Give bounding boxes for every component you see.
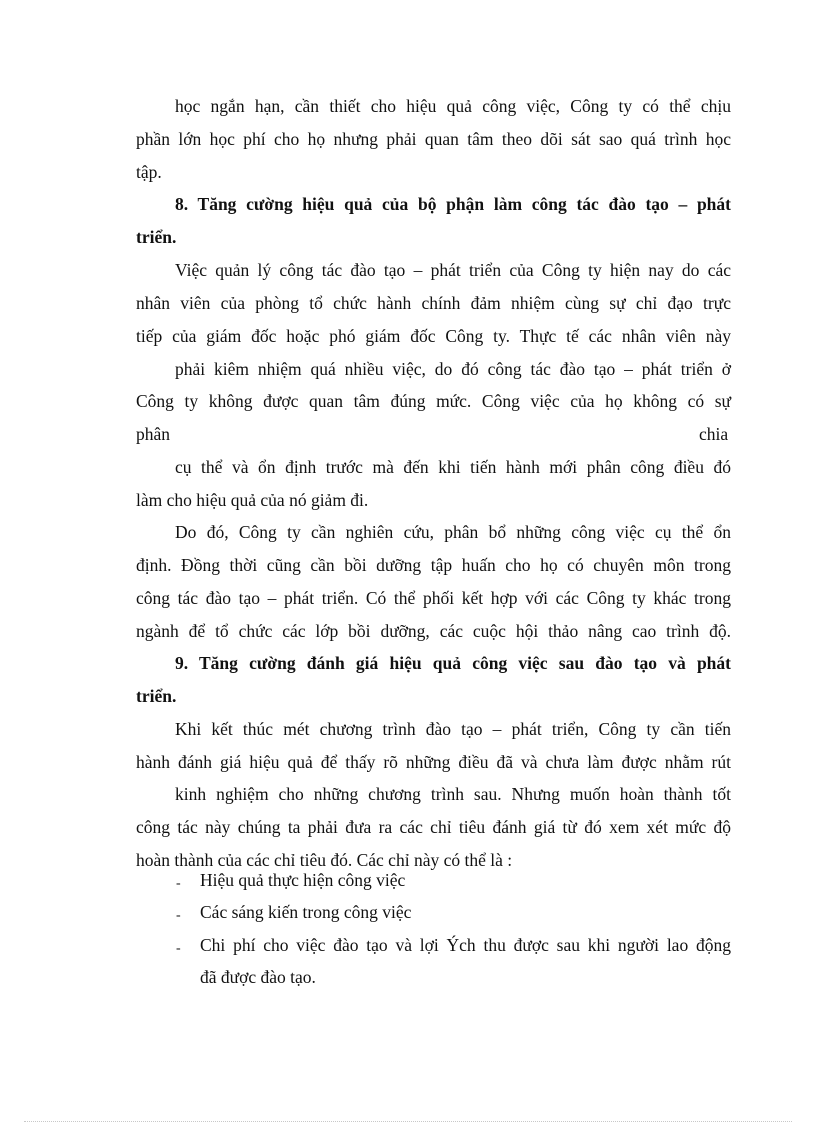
text-line: tiếp của giám đốc hoặc phó giám đốc Công ty. Thực tế các nhân viên này bbox=[136, 326, 731, 346]
text-line: ngành để tổ chức các lớp bồi dưỡng, các cuộc hội thảo nâng cao trình độ. bbox=[136, 621, 731, 641]
list-item-continued: đã được đào tạo. bbox=[200, 967, 316, 987]
text-line: công tác này chúng ta phải đưa ra các chỉ tiêu đánh giá từ đó xem xét mức độ bbox=[136, 817, 731, 837]
bullet-dash-icon: - bbox=[176, 941, 181, 956]
text-line: Do đó, Công ty cần nghiên cứu, phân bổ những công việc cụ thể ổn bbox=[175, 522, 731, 542]
section-heading-continued: triển. bbox=[136, 686, 177, 706]
text-line: Công ty không được quan tâm đúng mức. Công việc của họ không có sự bbox=[136, 391, 731, 411]
text-line: phân bbox=[136, 424, 171, 444]
bullet-dash-icon: - bbox=[176, 908, 181, 923]
bullet-dash-icon: - bbox=[176, 876, 181, 891]
text-line: Việc quản lý công tác đào tạo – phát triển của Công ty hiện nay do các bbox=[175, 260, 731, 280]
text-line: phải kiêm nhiệm quá nhiều việc, do đó công tác đào tạo – phát triển ở bbox=[175, 359, 731, 379]
text-line: công tác đào tạo – phát triển. Có thể phối kết hợp với các Công ty khác trong bbox=[136, 588, 731, 608]
text-line: hành đánh giá hiệu quả để thấy rõ những điều đã và chưa làm được nhằm rút bbox=[136, 752, 731, 772]
section-heading: 8. Tăng cường hiệu quả của bộ phận làm công tác đào tạo – phát bbox=[175, 194, 731, 214]
section-heading-continued: triển. bbox=[136, 227, 177, 247]
text-line: cụ thể và ổn định trước mà đến khi tiến hành mới phân công điều đó bbox=[175, 457, 731, 477]
text-line: Khi kết thúc mét chương trình đào tạo – phát triển, Công ty cần tiến bbox=[175, 719, 731, 739]
text-line: học ngắn hạn, cần thiết cho hiệu quả công việc, Công ty có thể chịu bbox=[175, 96, 731, 116]
text-line: tập. bbox=[136, 162, 162, 182]
list-item: Các sáng kiến trong công việc bbox=[200, 902, 412, 922]
section-heading: 9. Tăng cường đánh giá hiệu quả công việc sau đào tạo và phát bbox=[175, 653, 731, 673]
list-item: Hiệu quả thực hiện công việc bbox=[200, 870, 406, 890]
text-line: phần lớn học phí cho họ nhưng phải quan tâm theo dõi sát sao quá trình học bbox=[136, 129, 731, 149]
text-line: nhân viên của phòng tổ chức hành chính đảm nhiệm cùng sự chỉ đạo trực bbox=[136, 293, 731, 313]
text-line: làm cho hiệu quả của nó giảm đi. bbox=[136, 490, 369, 510]
text-line: hoàn thành của các chỉ tiêu đó. Các chỉ này có thể là : bbox=[136, 850, 513, 870]
page-bottom-divider bbox=[24, 1121, 792, 1122]
text-line: định. Đồng thời cũng cần bồi dưỡng tập huấn cho họ có chuyên môn trong bbox=[136, 555, 731, 575]
text-line: kinh nghiệm cho những chương trình sau. Nhưng muốn hoàn thành tốt bbox=[175, 784, 731, 804]
list-item: Chi phí cho việc đào tạo và lợi Ých thu được sau khi người lao động bbox=[200, 935, 731, 955]
text-line: chia bbox=[699, 424, 729, 444]
